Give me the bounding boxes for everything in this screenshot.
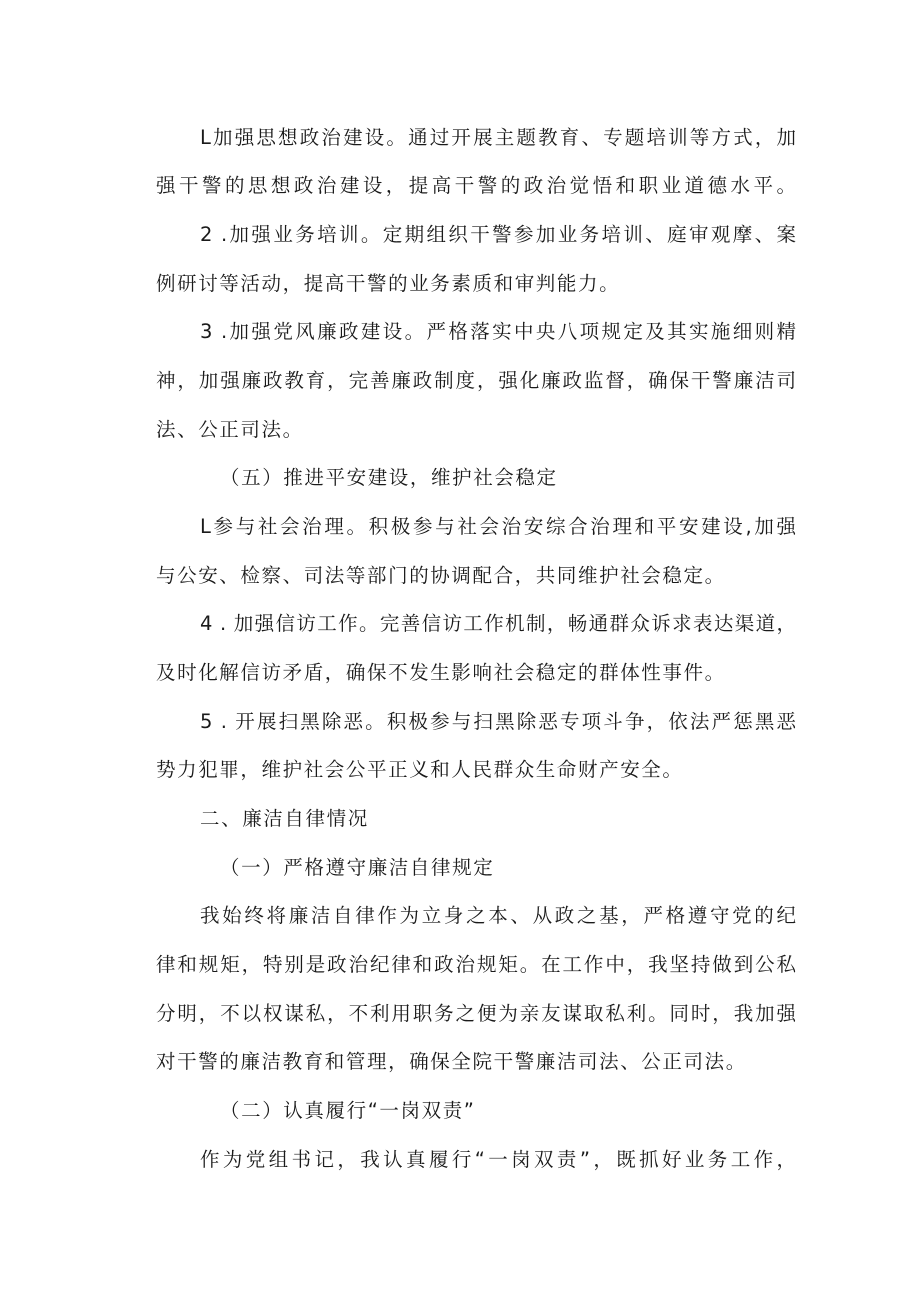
paragraph-line: L参与社会治理。积极参与社会治安综合治理和平安建设,加强: [200, 515, 796, 538]
paragraph-line: 作为党组书记，我认真履行“一岗双责”，既抓好业务工作，: [200, 1148, 796, 1171]
paragraph-line: 例研讨等活动，提高干警的业务素质和审判能力。: [156, 272, 621, 295]
paragraph-line: 法、公正司法。: [156, 418, 304, 441]
paragraph-line: 分明，不以权谋私，不利用职务之便为亲友谋取私利。同时，我加强: [156, 1002, 796, 1025]
subsection-heading: （一）严格遵守廉洁自律规定: [220, 856, 495, 879]
paragraph-line: 2 .加强业务培训。定期组织干警参加业务培训、庭审观摩、案: [200, 223, 796, 246]
paragraph-line: 神，加强廉政教育，完善廉政制度，强化廉政监督，确保干警廉洁司: [156, 369, 796, 392]
paragraph-line: L加强思想政治建设。通过开展主题教育、专题培训等方式，加: [200, 126, 796, 149]
paragraph-line: 3 .加强党风廉政建设。严格落实中央八项规定及其实施细则精: [200, 320, 796, 343]
section-heading: （五）推进平安建设，维护社会稳定: [220, 466, 558, 489]
paragraph-line: 势力犯罪，维护社会公平正义和人民群众生命财产安全。: [156, 758, 684, 781]
paragraph-line: 5 . 开展扫黑除恶。积极参与扫黑除恶专项斗争，依法严惩黑恶: [200, 710, 796, 733]
paragraph-line: 及时化解信访矛盾，确保不发生影响社会稳定的群体性事件。: [156, 661, 726, 684]
section-heading: 二、廉洁自律情况: [200, 807, 369, 830]
paragraph-line: 律和规矩，特别是政治纪律和政治规矩。在工作中，我坚持做到公私: [156, 953, 796, 976]
paragraph-line: 对干警的廉洁教育和管理，确保全院干警廉洁司法、公正司法。: [156, 1050, 747, 1073]
paragraph-line: 我始终将廉洁自律作为立身之本、从政之基，严格遵守党的纪: [200, 904, 796, 927]
paragraph-line: 与公安、检察、司法等部门的协调配合，共同维护社会稳定。: [156, 564, 726, 587]
paragraph-line: 强干警的思想政治建设，提高干警的政治觉悟和职业道德水平。: [156, 174, 796, 197]
subsection-heading: （二）认真履行“一岗双责”: [220, 1099, 476, 1122]
paragraph-line: 4 . 加强信访工作。完善信访工作机制，畅通群众诉求表达渠道，: [200, 612, 796, 635]
